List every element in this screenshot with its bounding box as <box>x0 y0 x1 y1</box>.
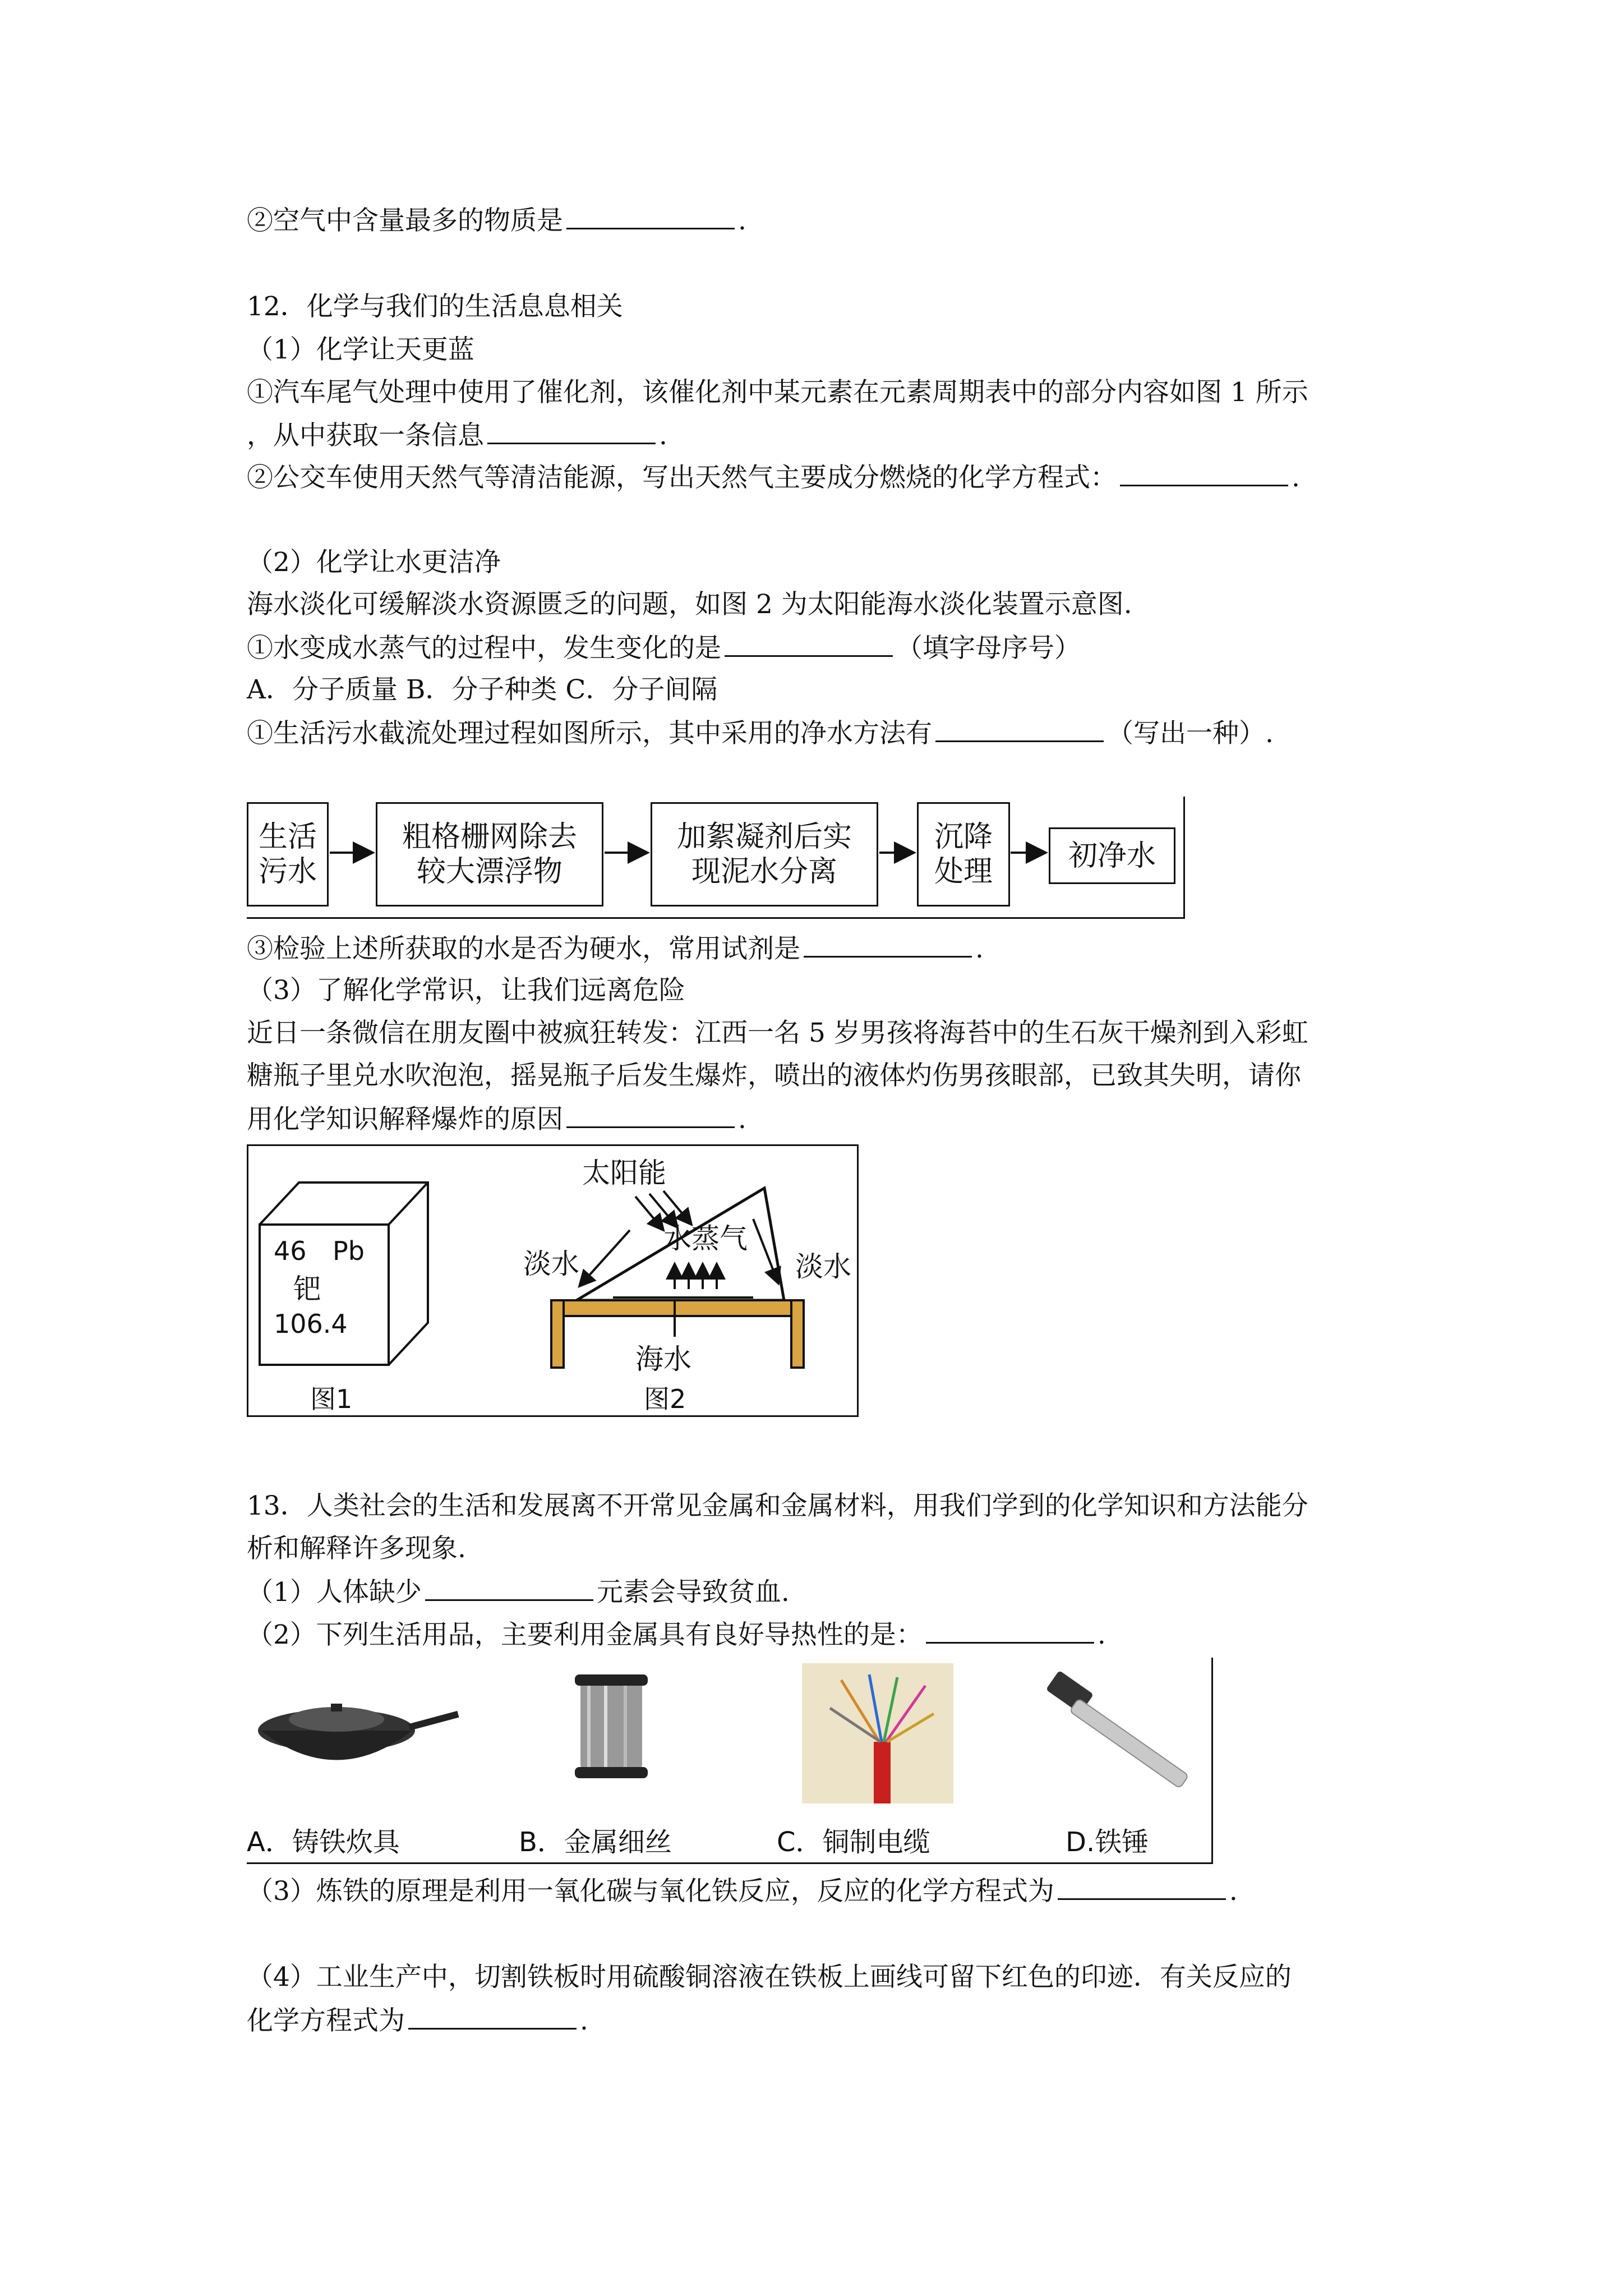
sun-ray-icon <box>635 1197 663 1230</box>
text: . <box>738 205 746 236</box>
items-figure <box>247 1658 1213 1864</box>
q12-sub2: （2）化学让水更洁净 <box>247 547 501 578</box>
text: 较大漂浮物 <box>416 855 562 889</box>
q13-line-heat <box>247 1617 1106 1652</box>
sun-label: 太阳能 <box>582 1157 666 1189</box>
text: . <box>1292 462 1300 493</box>
element-mass: 106.4 <box>274 1309 348 1339</box>
q12-line-info <box>247 418 667 453</box>
text: ①生活污水截流处理过程如图所示，其中采用的净水方法有 <box>247 718 932 749</box>
flow-left-arrow-icon <box>579 1230 630 1286</box>
q13-line-iron <box>247 1874 1238 1908</box>
figure-1-2 <box>247 1144 859 1417</box>
answer-blank[interactable] <box>566 203 735 229</box>
text: （写出一种）. <box>1107 718 1274 749</box>
wok-icon <box>258 1704 459 1760</box>
wire-spool-icon <box>575 1674 648 1778</box>
vapor-label: 水蒸气 <box>663 1222 748 1255</box>
figure-2-caption: 图2 <box>644 1384 686 1414</box>
text: ②空气中含量最多的物质是 <box>247 205 563 236</box>
item-label-d: D.铁锤 <box>1066 1826 1149 1858</box>
answer-blank[interactable] <box>1058 1874 1226 1900</box>
q12-line-hard <box>247 931 984 966</box>
answer-blank[interactable] <box>725 631 893 657</box>
fresh-water-left: 淡水 <box>523 1248 579 1280</box>
text: 污水 <box>258 855 317 889</box>
answer-blank[interactable] <box>926 1617 1094 1644</box>
q12-sub1: （1）化学让天更蓝 <box>247 334 474 365</box>
text: 化学方程式为 <box>247 2005 405 2036</box>
q12-line: 海水淡化可缓解淡水资源匮乏的问题，如图 2 为太阳能海水淡化装置示意图. <box>247 589 1132 620</box>
q13-line-copper <box>247 2003 588 2038</box>
flow-arrows <box>247 797 1183 917</box>
answer-blank[interactable] <box>935 716 1104 742</box>
fresh-water-right: 淡水 <box>795 1250 851 1283</box>
sea-water-label: 海水 <box>635 1343 691 1375</box>
text: 处理 <box>934 855 993 889</box>
element-name: 钯 <box>293 1273 321 1305</box>
text: 用化学知识解释爆炸的原因 <box>247 1104 563 1135</box>
q12-options: A．分子质量 B．分子种类 C．分子间隔 <box>247 674 718 705</box>
text: ①水变成水蒸气的过程中，发生变化的是 <box>247 633 721 664</box>
item-label-b: B．金属细丝 <box>519 1826 672 1858</box>
q11-line-air <box>247 203 746 238</box>
copper-cable-icon <box>802 1663 953 1803</box>
text: 现泥水分离 <box>691 855 837 889</box>
text: 元素会导致贫血. <box>596 1577 790 1608</box>
text: 生活 <box>258 820 317 854</box>
answer-blank[interactable] <box>804 931 972 958</box>
answer-blank[interactable] <box>408 2003 577 2030</box>
sewage-flow-diagram <box>247 797 1185 919</box>
answer-blank[interactable] <box>487 418 656 444</box>
q12-line-explode <box>247 1102 746 1137</box>
q12-title: 12．化学与我们的生活息息相关 <box>247 291 623 322</box>
element-number: 46 <box>274 1236 307 1266</box>
text: （3）炼铁的原理是利用一氧化碳与氧化铁反应，反应的化学方程式为 <box>247 1876 1054 1907</box>
q13-line: （4）工业生产中，切割铁板时用硫酸铜溶液在铁板上画线可留下红色的印迹．有关反应的 <box>247 1962 1292 1993</box>
item-label-a: A．铸铁炊具 <box>247 1826 400 1858</box>
text: . <box>1097 1619 1106 1650</box>
answer-blank[interactable] <box>566 1102 735 1128</box>
q12-sub3: （3）了解化学常识，让我们远离危险 <box>247 975 685 1006</box>
text: 粗格栅网除去 <box>402 820 577 854</box>
element-symbol: Pb <box>333 1236 365 1266</box>
text: （填字母序号） <box>896 633 1081 664</box>
answer-blank[interactable] <box>425 1575 593 1601</box>
text: ③检验上述所获取的水是否为硬水，常用试剂是 <box>247 933 800 964</box>
q12-line-gas <box>247 460 1300 495</box>
q12-line: 近日一条微信在朋友圈中被疯狂转发：江西一名 5 岁男孩将海苔中的生石灰干燥剂到入彩虹 <box>247 1018 1308 1048</box>
text: （2）下列生活用品，主要利用金属具有良好导热性的是： <box>247 1619 923 1650</box>
q13-line: 析和解释许多现象. <box>247 1533 466 1564</box>
text: . <box>975 933 984 964</box>
text: . <box>580 2005 588 2036</box>
item-label-c: C．铜制电缆 <box>777 1826 930 1858</box>
text: 沉降 <box>934 820 993 854</box>
q13-title: 13．人类社会的生活和发展离不开常见金属和金属材料，用我们学到的化学知识和方法能分 <box>247 1490 1308 1521</box>
text: ，从中获取一条信息 <box>247 420 484 451</box>
flow-step-clean-water: 初净水 <box>1049 827 1175 884</box>
q13-line-anemia <box>247 1575 790 1609</box>
q12-line: 糖瓶子里兑水吹泡泡，摇晃瓶子后发生爆炸，喷出的液体灼伤男孩眼部，已致其失明，请你 <box>247 1060 1301 1091</box>
figure-1-caption: 图1 <box>310 1384 353 1414</box>
q12-line: ①汽车尾气处理中使用了催化剂，该催化剂中某元素在元素周期表中的部分内容如图 1 所示 <box>247 377 1308 408</box>
text: 加絮凝剂后实 <box>676 820 852 854</box>
text: . <box>1229 1876 1238 1907</box>
text: ②公交车使用天然气等清洁能源，写出天然气主要成分燃烧的化学方程式： <box>247 462 1117 493</box>
text: . <box>738 1104 746 1135</box>
text: （1）人体缺少 <box>247 1577 422 1608</box>
answer-blank[interactable] <box>1120 460 1288 486</box>
q12-line-vapor <box>247 631 1081 665</box>
q12-line-sewage <box>247 716 1274 751</box>
hammer-icon <box>1046 1671 1189 1789</box>
text: . <box>659 420 667 451</box>
